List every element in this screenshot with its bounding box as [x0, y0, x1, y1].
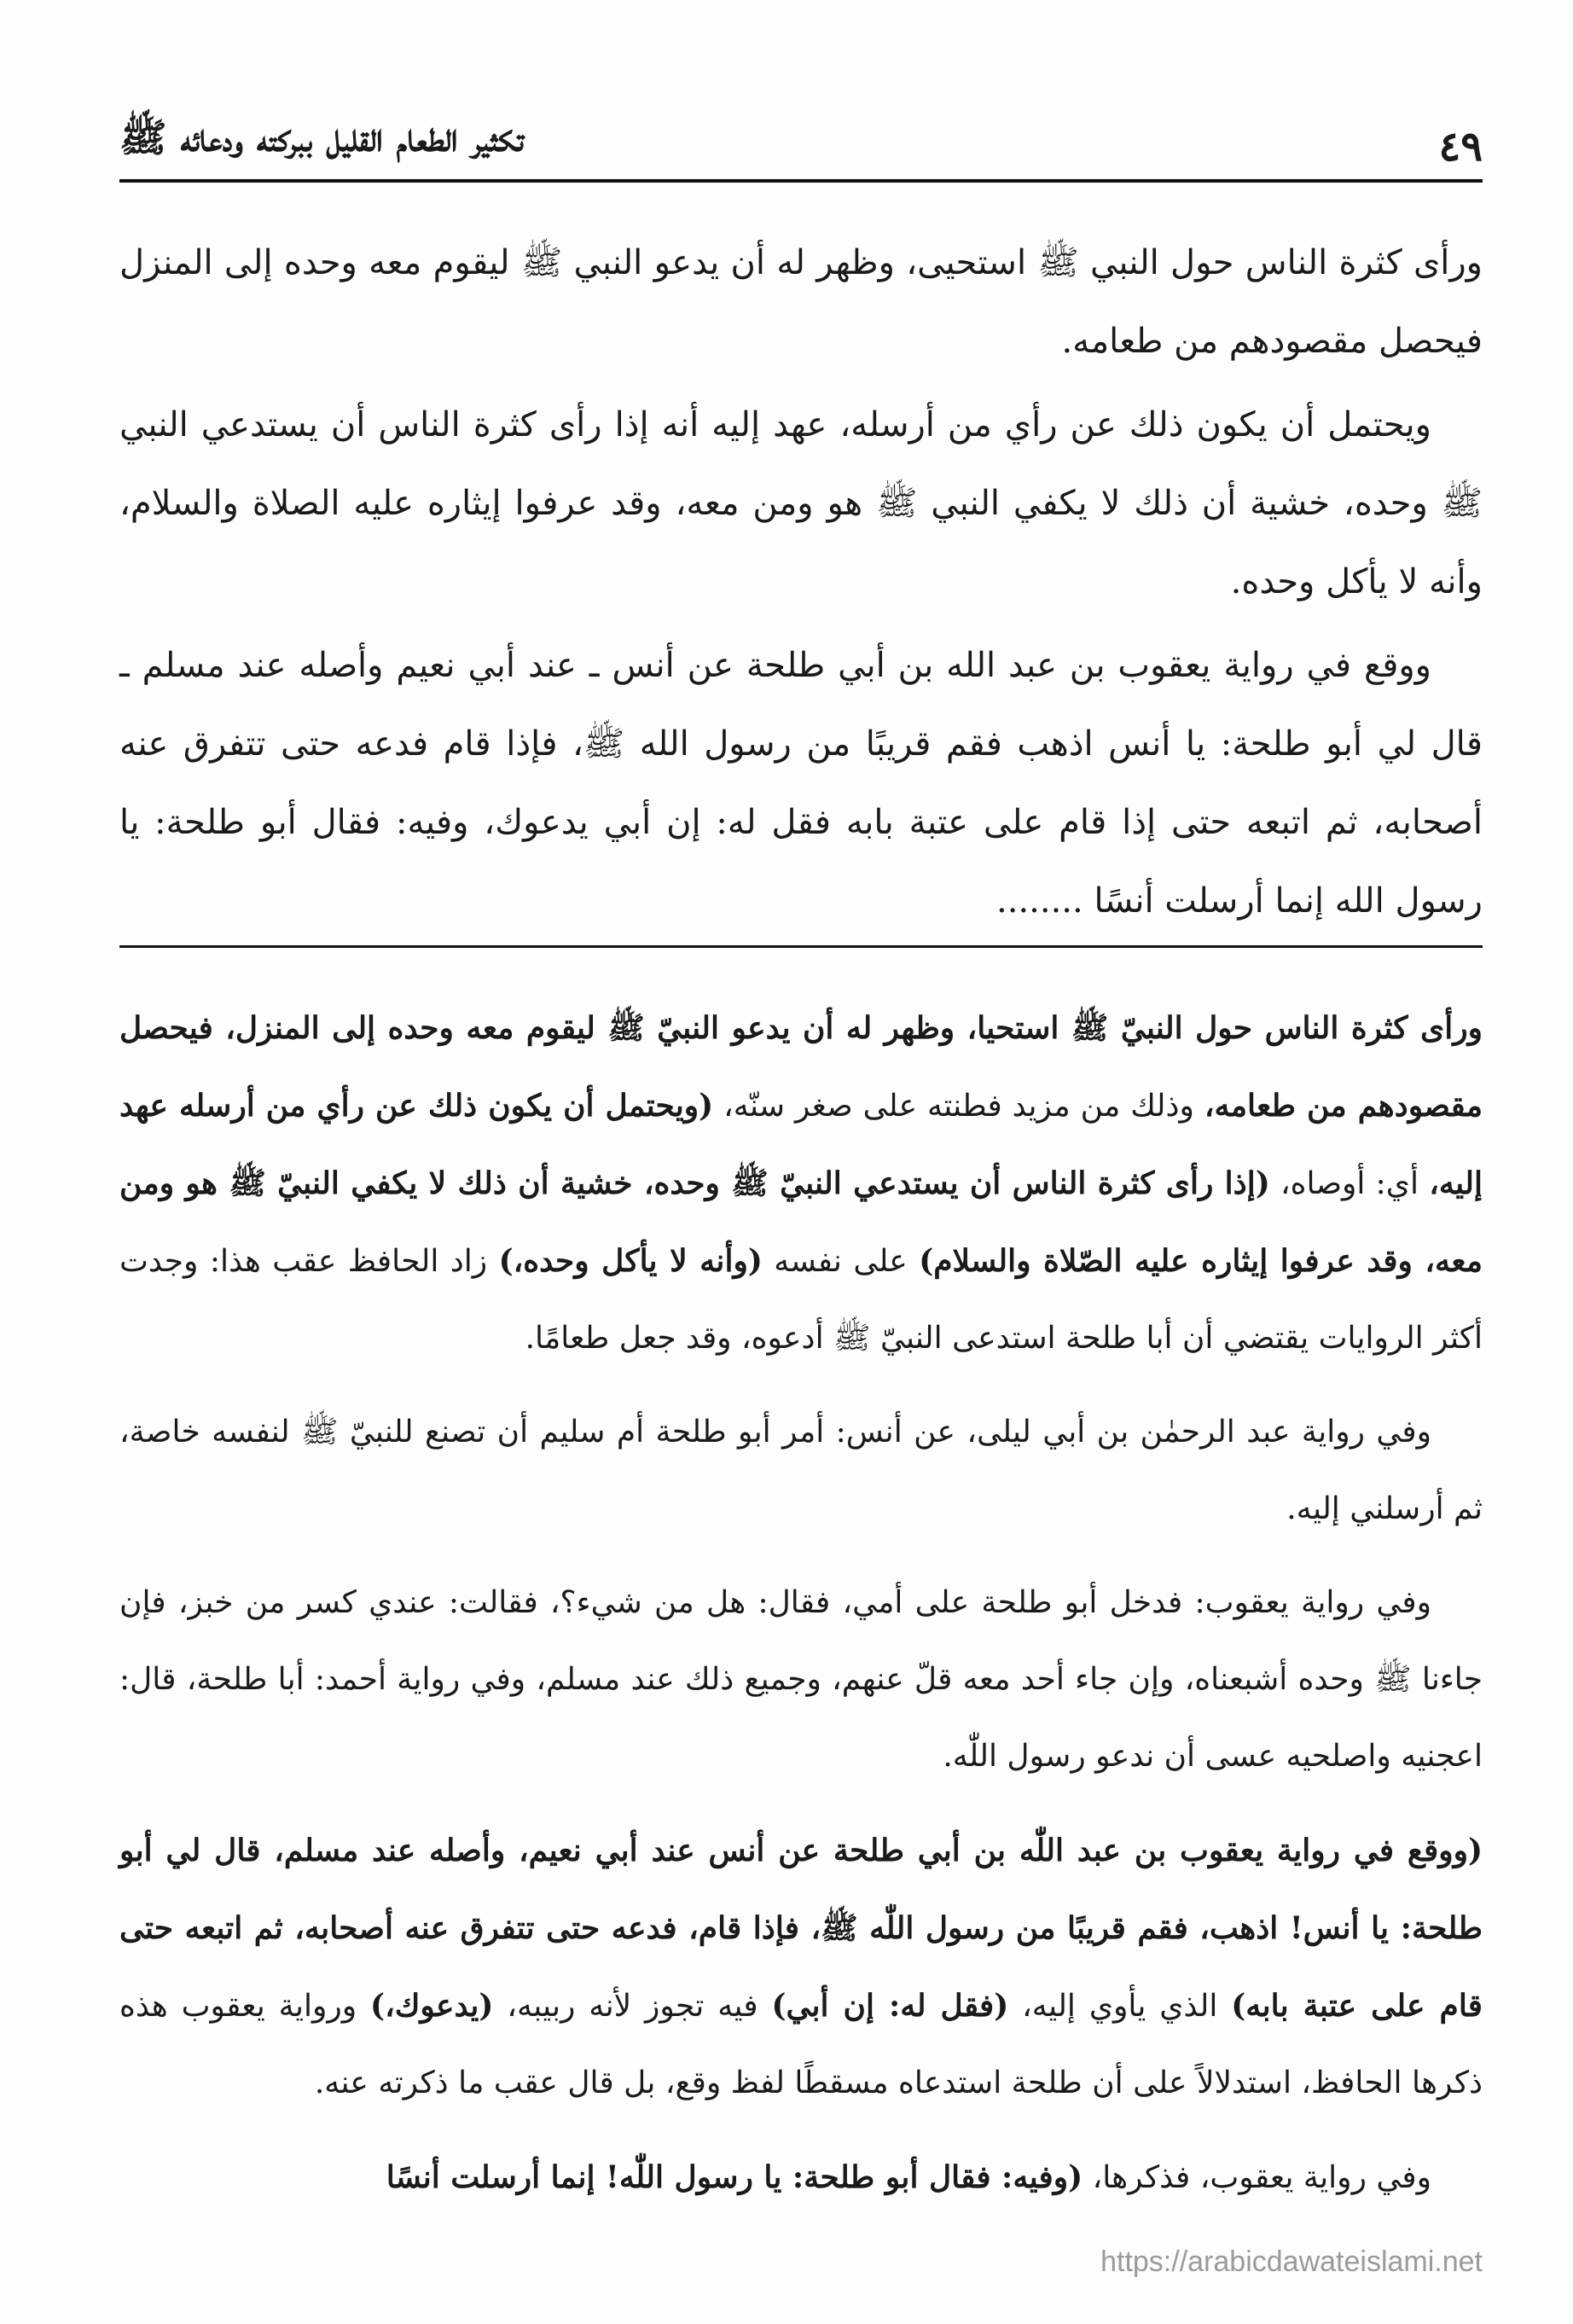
page-header: [119, 102, 1483, 171]
commentary-run: على نفسه: [762, 1244, 920, 1279]
quoted-matn-run: (وفيه: فقال أبو طلحة: يا رسول اللّٰه! إنما أرسلت أنسًا: [386, 2159, 1083, 2195]
quoted-matn-run: (فقل له: إن أبي): [771, 1988, 1009, 2024]
commentary-text: [119, 990, 1483, 2234]
quoted-matn-run: (ووقع في رواية يعقوب بن عبد اللّٰه بن أبي طلحة عن أنس عند أبي نعيم، وأصله عند مسلم، قال لي أبو طلحة: يا أنس! اذهب، فقم قريبًا من رسول اللّٰه ﷺ، فإذا قام، فدعه حتى تتفرق عنه أصحابه، ثم اتبعه حتى قام على عتبة بابه): [119, 1833, 1483, 2024]
commentary-run: أي: أوصاه،: [1269, 1166, 1430, 1201]
commentary-paragraph: وفي رواية عبد الرحمٰن بن أبي ليلى، عن أنس: أمر أبو طلحة أم سليم أن تصنع للنبيّ ﷺ لنفسه خاصة، ثم أرسلني إليه.: [119, 1415, 1483, 1526]
quoted-matn-run: ورأى كثرة الناس حول النبيّ ﷺ استحيا، وظهر له أن يدعو النبيّ ﷺ ليقوم معه وحده إلى المنزل، فيحصل مقصودهم من طعامه،: [119, 1010, 1483, 1124]
page-number: ٤٩: [1438, 123, 1483, 171]
quoted-matn-run: (ويحتمل أن يكون ذلك عن رأي من أرسله عهد إليه،: [119, 1088, 1483, 1201]
commentary-run: زاد الحافظ عقب هذا: وجدت أكثر الروايات يقتضي أن أبا طلحة استدعى النبيّ ﷺ أدعوه، وقد جعل طعامًا.: [119, 1244, 1483, 1356]
quoted-matn-run: (إذا رأى كثرة الناس أن يستدعي النبيّ ﷺ وحده، خشية أن ذلك لا يكفي النبيّ ﷺ هو ومن معه، وقد عرفوا إيثاره عليه الصّلاة والسلام): [119, 1165, 1483, 1279]
commentary-run: وذلك من مزيد فطنته على صغر سنّه،: [713, 1089, 1204, 1124]
matn-paragraph: ويحتمل أن يكون ذلك عن رأي من أرسله، عهد إليه أنه إذا رأى كثرة الناس أن يستدعي النبي ﷺ وحده، خشية أن ذلك لا يكفي النبي ﷺ هو ومن معه، وقد عرفوا إيثاره عليه الصلاة والسلام، وأنه لا يأكل وحده.: [119, 405, 1483, 601]
matn-paragraph: [119, 626, 1483, 940]
commentary-run: فيه تجوز لأنه ربيبه،: [493, 1989, 772, 2024]
commentary-paragraph: [119, 2139, 1483, 2217]
section-divider: [119, 945, 1483, 948]
matn-ellipsis: ........: [996, 881, 1083, 921]
commentary-paragraph: [119, 990, 1483, 1377]
quoted-matn-run: (يدعوك،): [370, 1988, 494, 2024]
commentary-paragraph: وفي رواية يعقوب: فدخل أبو طلحة على أمي، فقال: هل من شيء؟، فقالت: عندي كسر من خبز، فإن جاءنا ﷺ وحده أشبعناه، وإن جاء أحد معه قلّ عنهم، وجميع ذلك عند مسلم، وفي رواية أحمد: أبا طلحة، قال: اعجنيه واصلحيه عسى أن ندعو رسول اللّٰه.: [119, 1585, 1483, 1774]
commentary-run: وفي رواية يعقوب، فذكرها،: [1083, 2160, 1431, 2195]
matn-text: [119, 224, 1483, 945]
commentary-run: ورواية يعقوب هذه ذكرها الحافظ، استدلالاً على أن طلحة استدعاه مسقطًا لفظ وقع، بل قال عقب ما ذكرته عنه.: [119, 1989, 1483, 2100]
quoted-matn-run: (وأنه لا يأكل وحده،): [498, 1243, 763, 1279]
watermark-url: https://arabicdawateislami.net: [1100, 2246, 1483, 2278]
commentary-paragraph: [119, 1812, 1483, 2122]
running-title: تكثير الطعام القليل ببركته ودعائه ﷺ: [119, 114, 524, 160]
matn-paragraph: ورأى كثرة الناس حول النبي ﷺ استحيى، وظهر له أن يدعو النبي ﷺ ليقوم معه وحده إلى المنزل فيحصل مقصودهم من طعامه.: [119, 243, 1483, 361]
header-rule: [119, 179, 1483, 183]
matn-paragraph-text: ووقع في رواية يعقوب بن عبد الله بن أبي طلحة عن أنس ـ عند أبي نعيم وأصله عند مسلم ـ قال لي أبو طلحة: يا أنس اذهب فقم قريبًا من رسول الله ﷺ، فإذا قام فدعه حتى تتفرق عنه أصحابه، ثم اتبعه حتى إذا قام على عتبة بابه فقل له: إن أبي يدعوك، وفيه: فقال أبو طلحة: يا رسول الله إنما أرسلت أنسًا: [119, 646, 1483, 921]
commentary-run: الذي يأوي إليه،: [1008, 1989, 1232, 2024]
